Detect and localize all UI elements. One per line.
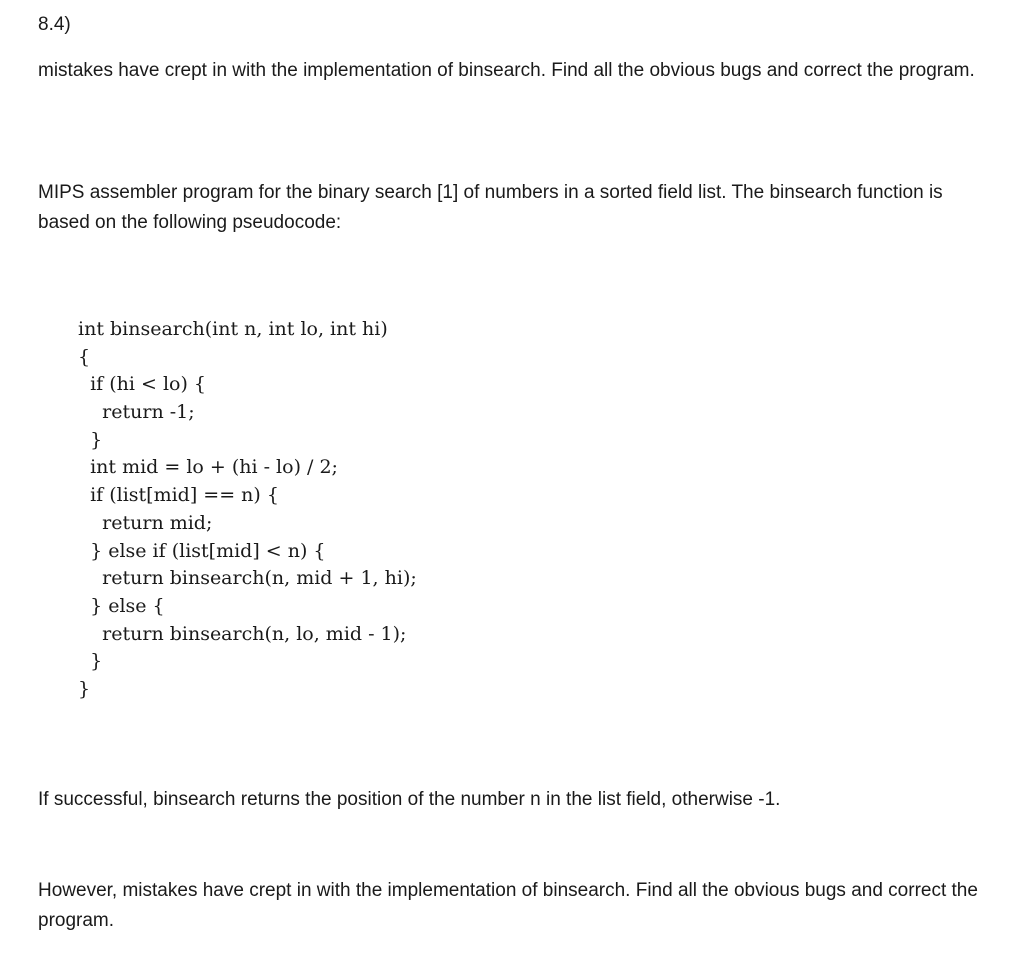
code-line: } else {: [78, 594, 165, 617]
code-line: return mid;: [78, 511, 213, 534]
code-line: }: [78, 428, 103, 451]
code-line: }: [78, 650, 103, 673]
code-line: } else if (list[mid] < n) {: [78, 539, 326, 562]
code-line: return binsearch(n, lo, mid - 1);: [78, 622, 407, 645]
code-line: {: [78, 345, 91, 368]
code-line: }: [78, 677, 91, 700]
mips-description-paragraph: MIPS assembler program for the binary search [1] of numbers in a sorted field list. The binsearch function is based on the following pseudocode:: [38, 182, 943, 233]
pseudocode-block: [78, 316, 417, 704]
result-paragraph: If successful, binsearch returns the position of the number n in the list field, otherwise -1.: [38, 789, 781, 810]
code-line: if (hi < lo) {: [78, 373, 207, 396]
code-line: int mid = lo + (hi - lo) / 2;: [78, 456, 338, 479]
code-line: int binsearch(int n, int lo, int hi): [78, 318, 388, 340]
intro-paragraph: mistakes have crept in with the implementation of binsearch. Find all the obvious bugs and correct the program.: [38, 60, 975, 81]
code-line: if (list[mid] == n) {: [78, 484, 279, 507]
code-line: return binsearch(n, mid + 1, hi);: [78, 567, 417, 590]
exercise-number: 8.4): [38, 14, 71, 35]
however-paragraph: However, mistakes have crept in with the implementation of binsearch. Find all the obvious bugs and correct the program.: [38, 880, 978, 931]
code-line: return -1;: [78, 401, 195, 424]
